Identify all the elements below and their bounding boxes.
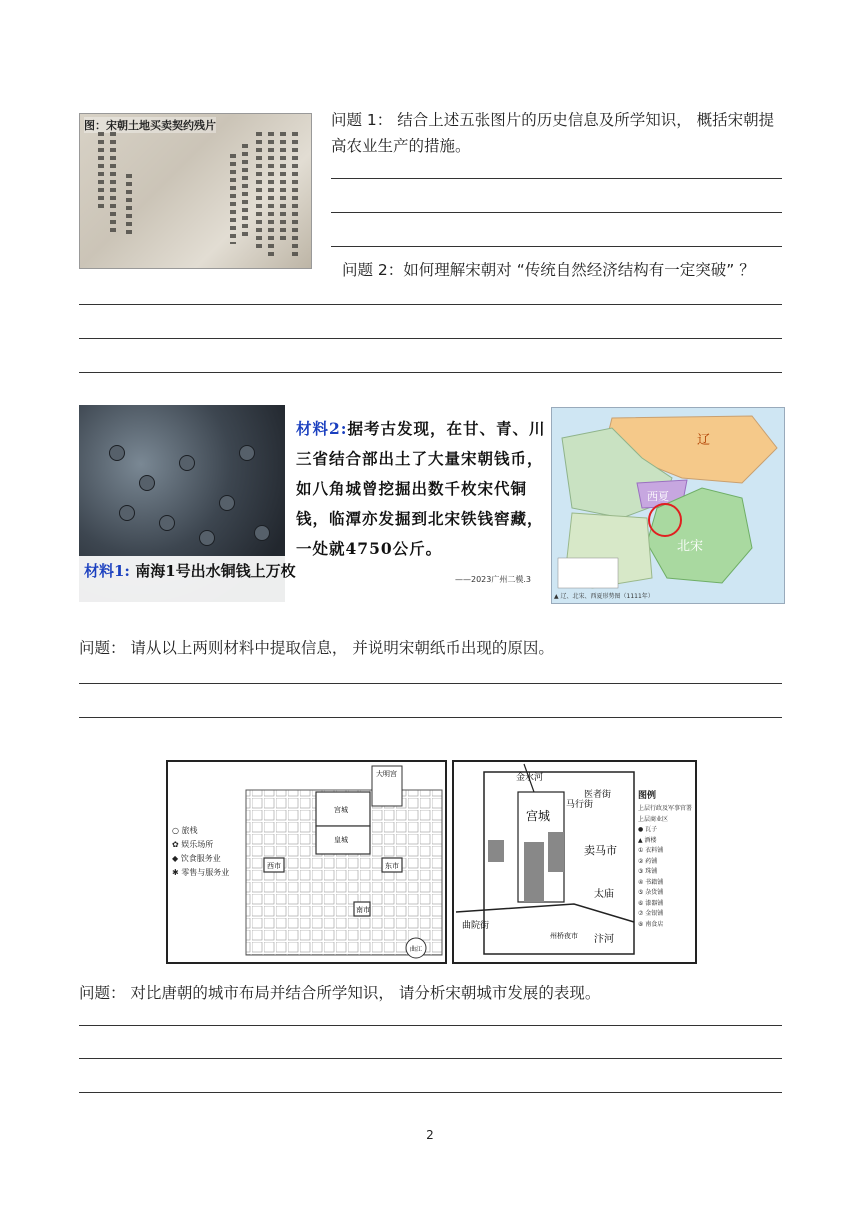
tang-legend-item: ○ 旅栈 bbox=[172, 826, 198, 835]
answer-line[interactable] bbox=[79, 683, 782, 684]
answer-line[interactable] bbox=[79, 338, 782, 339]
answer-line[interactable] bbox=[79, 1025, 782, 1026]
question-1: 问题 1： 结合上述五张图片的历史信息及所学知识， 概括宋朝提高农业生产的措施。 bbox=[331, 111, 775, 155]
tang-label-nanshi: 南市 bbox=[356, 906, 370, 914]
song-city-map bbox=[452, 760, 697, 964]
answer-line[interactable] bbox=[79, 372, 782, 373]
song-label-jinshui: 金水河 bbox=[516, 773, 544, 783]
tang-label-daming: 大明宫 bbox=[376, 770, 397, 778]
tang-legend bbox=[172, 824, 229, 880]
song-legend-title: 图例 bbox=[638, 791, 657, 801]
song-legend-item: ▲ 酒楼 bbox=[638, 836, 657, 844]
song-legend bbox=[638, 804, 692, 930]
song-label-gongcheng: 宫城 bbox=[526, 809, 551, 823]
song-legend-item: ① 衣料铺 bbox=[638, 847, 664, 854]
song-legend-item: ③ 珠铺 bbox=[638, 868, 658, 875]
answer-line[interactable] bbox=[331, 246, 782, 247]
material-1-label: 材料1: bbox=[84, 562, 130, 580]
answer-line[interactable] bbox=[331, 212, 782, 213]
tang-legend-item: ✿ 娱乐场所 bbox=[172, 840, 214, 849]
map-label-beisong: 北宋 bbox=[677, 539, 704, 554]
song-label-bianhe: 汴河 bbox=[594, 934, 614, 945]
song-legend-item: ⑦ 金银铺 bbox=[638, 910, 664, 917]
tang-label-dongshi: 东市 bbox=[385, 862, 399, 870]
answer-line[interactable] bbox=[79, 1092, 782, 1093]
material-2-source: ——2023广州二模.3 bbox=[455, 575, 531, 584]
tang-legend-item: ◆ 饮食服务业 bbox=[172, 854, 221, 863]
song-legend-item: ⑤ 杂货铺 bbox=[638, 889, 664, 896]
map-label-liao: 辽 bbox=[697, 433, 711, 448]
song-legend-item: 上层商业区 bbox=[638, 815, 669, 823]
song-label-zhouqiao: 州桥夜市 bbox=[550, 932, 578, 940]
song-label-quyuan: 曲院街 bbox=[462, 921, 490, 931]
material-1-text: 南海1号出水铜钱上万枚 bbox=[135, 562, 296, 580]
song-legend-item: ⑧ 南食店 bbox=[638, 920, 664, 928]
song-legend-item: ② 药铺 bbox=[638, 857, 658, 865]
tang-label-gongcheng: 宫城 bbox=[334, 806, 348, 814]
map-caption: ▲ 辽、北宋、西夏形势图（1111年） bbox=[554, 593, 654, 600]
song-legend-item: ⑥ 漆器铺 bbox=[638, 899, 664, 907]
answer-line[interactable] bbox=[79, 717, 782, 718]
liao-song-xixia-map bbox=[551, 407, 785, 604]
song-label-mahang: 马行街 bbox=[566, 800, 594, 810]
material-1 bbox=[84, 560, 315, 582]
material-2-text: 据考古发现，在甘、青、川三省结合部出土了大量宋朝钱币，如八角城曾挖掘出数千枚宋代铜钱，临潭亦发掘到北宋铁钱窖藏，一处就4750公斤。 bbox=[296, 419, 546, 558]
contract-fragment-image bbox=[79, 113, 312, 269]
song-legend-item: ● 瓦子 bbox=[638, 826, 658, 833]
question-4: 问题： 对比唐朝的城市布局并结合所学知识， 请分析宋朝城市发展的表现。 bbox=[79, 984, 601, 1002]
question-3: 问题： 请从以上两则材料中提取信息， 并说明宋朝纸币出现的原因。 bbox=[79, 639, 554, 657]
material-2 bbox=[296, 414, 548, 564]
tang-legend-item: ✱ 零售与服务业 bbox=[172, 868, 230, 877]
song-label-yizhe: 医者街 bbox=[584, 790, 612, 800]
song-legend-item: 上层行政及军事官署 bbox=[638, 805, 693, 812]
tang-label-xishi: 西市 bbox=[267, 862, 281, 870]
map-label-xixia: 西夏 bbox=[647, 490, 669, 503]
answer-line[interactable] bbox=[79, 1058, 782, 1059]
song-legend-item: ④ 书籍铺 bbox=[638, 878, 664, 886]
answer-line[interactable] bbox=[331, 178, 782, 179]
answer-line[interactable] bbox=[79, 304, 782, 305]
page-number: 2 bbox=[426, 1128, 434, 1142]
question-2: 问题 2：如何理解宋朝对 “传统自然经济结构有一定突破” ？ bbox=[342, 261, 755, 279]
contract-caption: 图：宋朝土地买卖契约残片 bbox=[84, 119, 216, 132]
material-2-label: 材料2: bbox=[296, 419, 348, 438]
song-label-taimiao: 太庙 bbox=[594, 889, 614, 900]
song-label-maimashi: 卖马市 bbox=[584, 844, 617, 857]
tang-label-huangcheng: 皇城 bbox=[334, 836, 348, 844]
tang-city-map bbox=[166, 760, 447, 964]
tang-label-qujiang: 曲江 bbox=[410, 946, 423, 953]
